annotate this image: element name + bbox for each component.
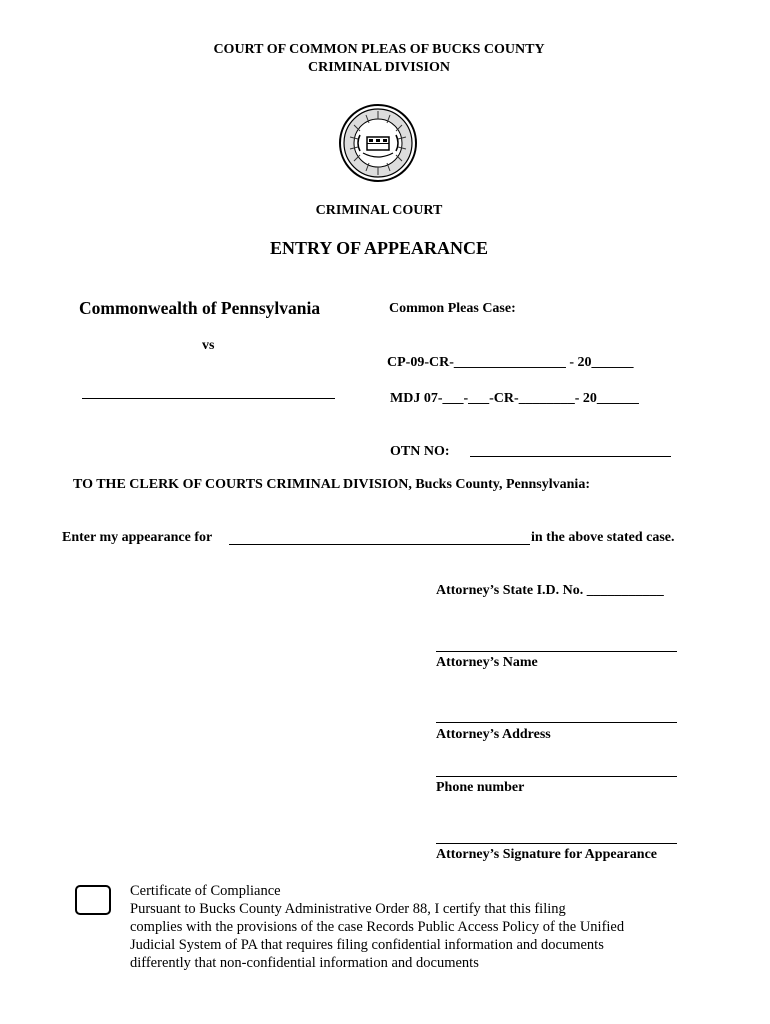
- mdj-case-number-field[interactable]: MDJ 07-___-___-CR-________- 20______: [390, 391, 639, 406]
- state-id-field[interactable]: ___________: [586, 583, 664, 598]
- certificate-block: [130, 882, 690, 972]
- court-label: CRIMINAL COURT: [315, 203, 443, 218]
- certificate-line: differently that non-confidential information and documents: [130, 955, 479, 971]
- attorney-name-field[interactable]: [436, 651, 677, 652]
- attorney-address-field[interactable]: [436, 722, 677, 723]
- appearance-suffix: in the above stated case.: [531, 530, 675, 545]
- certificate-title: Certificate of Compliance: [130, 883, 281, 899]
- certificate-line: Judicial System of PA that requires filing confidential information and documents: [130, 937, 604, 953]
- attorney-name-label: Attorney’s Name: [436, 655, 538, 670]
- phone-number-field[interactable]: [436, 776, 677, 777]
- appearance-prefix: Enter my appearance for: [62, 530, 213, 545]
- otn-field[interactable]: [470, 456, 671, 457]
- client-name-field[interactable]: [229, 544, 530, 545]
- attorney-address-label: Attorney’s Address: [436, 727, 551, 742]
- certificate-checkbox[interactable]: [75, 885, 111, 915]
- signature-label: Attorney’s Signature for Appearance: [436, 847, 657, 862]
- defendant-name-field[interactable]: [82, 398, 335, 399]
- division-name: CRIMINAL DIVISION: [308, 60, 450, 75]
- addressee-line: TO THE CLERK OF COURTS CRIMINAL DIVISION, Bucks County, Pennsylvania:: [73, 477, 590, 492]
- form-title: ENTRY OF APPEARANCE: [269, 238, 489, 258]
- cp-case-number-field[interactable]: CP-09-CR-________________ - 20______: [387, 355, 634, 370]
- plaintiff-name: Commonwealth of Pennsylvania: [79, 298, 321, 318]
- county-seal-icon: [338, 103, 418, 183]
- phone-number-label: Phone number: [436, 780, 525, 795]
- signature-field[interactable]: [436, 843, 677, 844]
- otn-label: OTN NO:: [390, 444, 450, 459]
- certificate-line: complies with the provisions of the case Records Public Access Policy of the Unified: [130, 919, 625, 935]
- versus-label: vs: [202, 338, 215, 353]
- court-name: COURT OF COMMON PLEAS OF BUCKS COUNTY: [213, 42, 545, 57]
- case-label: Common Pleas Case:: [389, 301, 516, 316]
- state-id-label: Attorney’s State I.D. No.: [436, 583, 587, 598]
- certificate-line: Pursuant to Bucks County Administrative Order 88, I certify that this filing: [130, 901, 566, 917]
